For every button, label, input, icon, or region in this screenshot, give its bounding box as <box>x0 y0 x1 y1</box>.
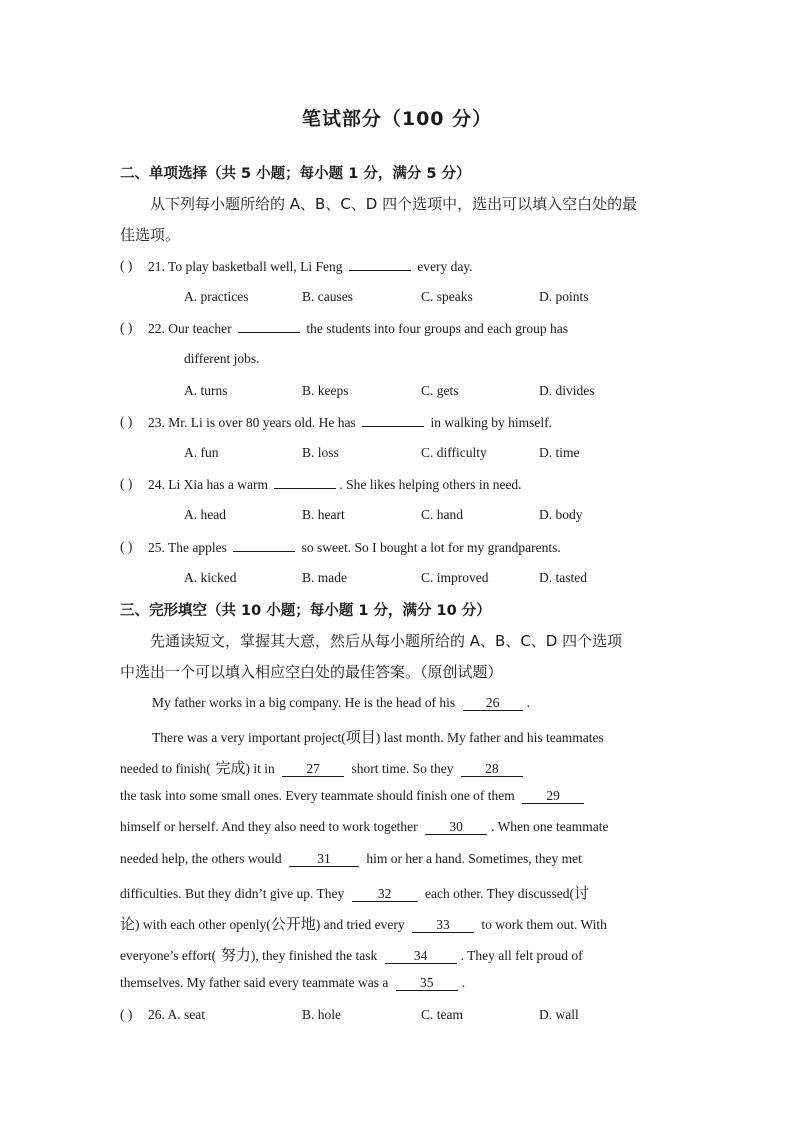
option-d: D. points <box>539 289 589 304</box>
section-3-heading: 三、完形填空（共 10 小题；每小题 1 分，满分 10 分） <box>120 603 491 619</box>
passage-line-3 <box>120 757 527 778</box>
blank-32: 32 <box>352 887 418 902</box>
answer-blank <box>233 539 295 552</box>
option-d: D. time <box>539 445 580 460</box>
passage-text: 论 <box>120 915 136 933</box>
passage-text: ), they finished the task <box>250 948 378 963</box>
passage-line-5 <box>120 819 609 835</box>
option-a: A. seat <box>167 1007 206 1022</box>
passage-text: 完成 <box>210 759 246 777</box>
page-title: 笔试部分（100 分） <box>301 108 493 130</box>
passage-line-8 <box>120 913 607 934</box>
passage-text: . They all felt proud of <box>460 948 583 963</box>
passage-text: himself or herself. And they also need to work together <box>120 819 418 834</box>
question-text: To play basketball well, Li Feng <box>168 259 343 274</box>
passage-line-1: My father works in a big company. He is the head of his 26 . <box>152 695 530 710</box>
answer-paren-21: ( ) <box>120 258 133 273</box>
passage-text: My father works in a big company. He is the head of his <box>152 695 456 710</box>
passage-text: to work them out. With <box>481 917 607 932</box>
passage-line-6 <box>120 851 582 867</box>
question-number: 21. <box>148 259 165 274</box>
option-c: C. team <box>421 1007 463 1022</box>
blank-31: 31 <box>289 852 359 867</box>
answer-paren-23: ( ) <box>120 414 133 429</box>
passage-line-10: themselves. My father said every teammate was a 35 . <box>120 975 466 990</box>
question-number: 26. <box>148 1007 165 1022</box>
option-a: A. head <box>184 507 226 522</box>
question-text: Mr. Li is over 80 years old. He has <box>168 415 356 430</box>
blank-30: 30 <box>425 820 487 835</box>
section-2-instruction-line2: 佳选项。 <box>120 226 181 244</box>
question-number: 22. <box>148 321 165 336</box>
question-number: 23. <box>148 415 165 430</box>
option-d: D. body <box>539 507 583 522</box>
question-text: Li Xia has a warm <box>168 477 268 492</box>
blank-34: 34 <box>385 949 457 964</box>
passage-line-9 <box>120 944 583 965</box>
question-26 <box>148 1007 205 1023</box>
passage-text: the task into some small ones. Every teammate should finish one of them <box>120 788 515 803</box>
blank-28: 28 <box>461 762 523 777</box>
option-d: D. divides <box>539 383 595 398</box>
question-24 <box>148 476 522 493</box>
option-c: C. gets <box>421 383 459 398</box>
passage-text: needed to finish( <box>120 761 211 776</box>
passage-text: everyone’s effort( <box>120 948 217 963</box>
passage-text: themselves. My father said every teammate was a <box>120 975 389 990</box>
question-21 <box>148 258 473 275</box>
answer-blank <box>349 258 411 271</box>
passage-text: ) and tried every <box>315 917 405 932</box>
question-text: the students into four groups and each group has <box>306 321 569 336</box>
answer-blank <box>362 414 424 427</box>
option-a: A. kicked <box>184 570 237 585</box>
question-number: 25. <box>148 540 165 555</box>
section-2-instruction-line1: 从下列每小题所给的 A、B、C、D 四个选项中，选出可以填入空白处的最 <box>150 195 638 213</box>
passage-text: difficulties. But they didn’t give up. They <box>120 886 345 901</box>
answer-blank <box>274 476 336 489</box>
passage-text: 公开地 <box>270 915 316 933</box>
option-b: B. loss <box>302 445 339 460</box>
answer-blank <box>238 320 300 333</box>
option-c: C. hand <box>421 507 463 522</box>
blank-33: 33 <box>412 918 474 933</box>
question-23 <box>148 414 552 431</box>
option-b: B. heart <box>302 507 345 522</box>
question-text: The apples <box>168 540 227 555</box>
passage-text: short time. So they <box>351 761 454 776</box>
answer-paren-22: ( ) <box>120 320 133 335</box>
question-text: . She likes helping others in need. <box>339 477 522 492</box>
passage-text: each other. They discussed( <box>424 886 574 901</box>
passage-text: . When one teammate <box>491 819 609 834</box>
blank-35: 35 <box>396 976 458 991</box>
section-2-heading: 二、单项选择（共 5 小题；每小题 1 分，满分 5 分） <box>120 166 471 182</box>
answer-paren-24: ( ) <box>120 476 133 491</box>
option-c: C. difficulty <box>421 445 487 460</box>
blank-29: 29 <box>522 789 584 804</box>
blank-26: 26 <box>463 696 523 711</box>
question-25 <box>148 539 561 556</box>
passage-text: 讨 <box>573 884 589 902</box>
passage-text: ) last month. My father and his teammates <box>375 730 604 745</box>
option-c: C. speaks <box>421 289 473 304</box>
question-22 <box>148 320 568 337</box>
question-text: so sweet. So I bought a lot for my grandparents. <box>301 540 561 555</box>
option-a: A. practices <box>184 289 249 304</box>
passage-text: ) it in <box>245 761 275 776</box>
option-d: D. tasted <box>539 570 587 585</box>
option-c: C. improved <box>421 570 489 585</box>
question-text: Our teacher <box>168 321 232 336</box>
question-22-line2: different jobs. <box>184 351 260 366</box>
blank-27: 27 <box>282 762 344 777</box>
question-number: 24. <box>148 477 165 492</box>
option-b: B. made <box>302 570 347 585</box>
answer-paren-26: ( ) <box>120 1007 133 1022</box>
passage-line-7 <box>120 882 589 903</box>
option-a: A. turns <box>184 383 228 398</box>
passage-text: 项目 <box>345 728 376 746</box>
question-text: in walking by himself. <box>430 415 552 430</box>
section-3-instruction-line1: 先通读短文，掌握其大意，然后从每小题所给的 A、B、C、D 四个选项 <box>150 632 623 650</box>
option-d: D. wall <box>539 1007 579 1022</box>
passage-text: ) with each other openly( <box>135 917 271 932</box>
option-b: B. keeps <box>302 383 349 398</box>
option-a: A. fun <box>184 445 219 460</box>
section-3-instruction-line2: 中选出一个可以填入相应空白处的最佳答案。（原创试题） <box>120 663 503 681</box>
passage-line-4 <box>120 788 588 804</box>
passage-text: There was a very important project( <box>152 730 346 745</box>
option-b: B. causes <box>302 289 353 304</box>
question-text: every day. <box>417 259 473 274</box>
passage-line-2 <box>152 726 604 747</box>
passage-text: him or her a hand. Sometimes, they met <box>366 851 582 866</box>
passage-text: 努力 <box>216 946 251 964</box>
option-b: B. hole <box>302 1007 341 1022</box>
passage-text: needed help, the others would <box>120 851 282 866</box>
answer-paren-25: ( ) <box>120 539 133 554</box>
